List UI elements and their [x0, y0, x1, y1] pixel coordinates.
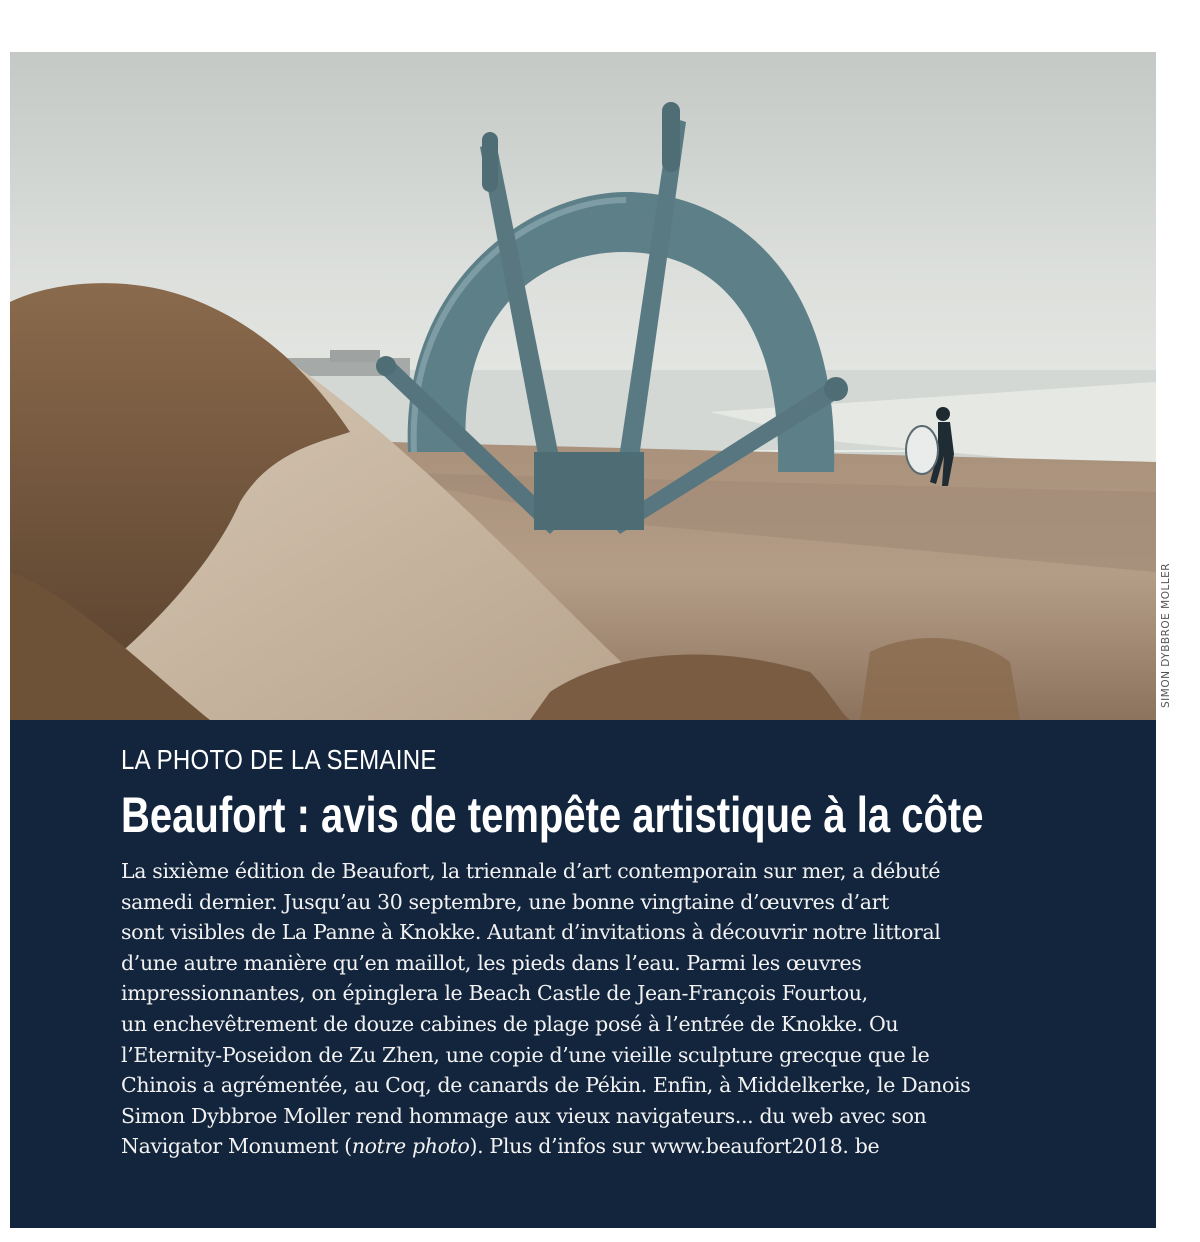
body-line: Simon Dybbroe Moller rend hommage aux vieux navigateurs... du web avec son: [121, 1103, 927, 1128]
ship-wheel-sculpture-photo: [10, 52, 1156, 720]
last-line-end: ). Plus d’infos sur www.beaufort2018. be: [469, 1134, 880, 1159]
body-line: impressionnantes, on épinglera le Beach Castle de Jean-François Fourtou,: [121, 981, 868, 1006]
section-kicker: LA PHOTO DE LA SEMAINE: [121, 744, 437, 775]
body-line: Chinois a agrémentée, au Coq, de canards de Pékin. Enfin, à Middelkerke, le Danois: [121, 1073, 971, 1098]
body-line: un enchevêtrement de douze cabines de plage posé à l’entrée de Knokke. Ou: [121, 1011, 899, 1036]
body-line: d’une autre manière qu’en maillot, les pieds dans l’eau. Parmi les œuvres: [121, 950, 862, 975]
body-line: samedi dernier. Jusqu’au 30 septembre, une bonne vingtaine d’œuvres d’art: [121, 889, 889, 914]
body-line-last: [121, 1131, 1116, 1162]
body-line: l’Eternity-Poseidon de Zu Zhen, une copie d’une vieille sculpture grecque que le: [121, 1042, 930, 1067]
article-headline: Beaufort : avis de tempête artistique à la côte: [121, 787, 984, 843]
photo-credit: SIMON DYBBROE MOLLER: [1160, 562, 1172, 708]
body-line: La sixième édition de Beaufort, la triennale d’art contemporain sur mer, a débuté: [121, 859, 941, 883]
article-body: [121, 856, 1116, 1162]
article-panel: [10, 720, 1156, 1228]
body-line: sont visibles de La Panne à Knokke. Autant d’invitations à découvrir notre littoral: [121, 920, 941, 945]
photo-reference: notre photo: [351, 1134, 470, 1159]
article-photo: [10, 52, 1156, 720]
last-line-start: Navigator Monument (: [121, 1134, 352, 1159]
